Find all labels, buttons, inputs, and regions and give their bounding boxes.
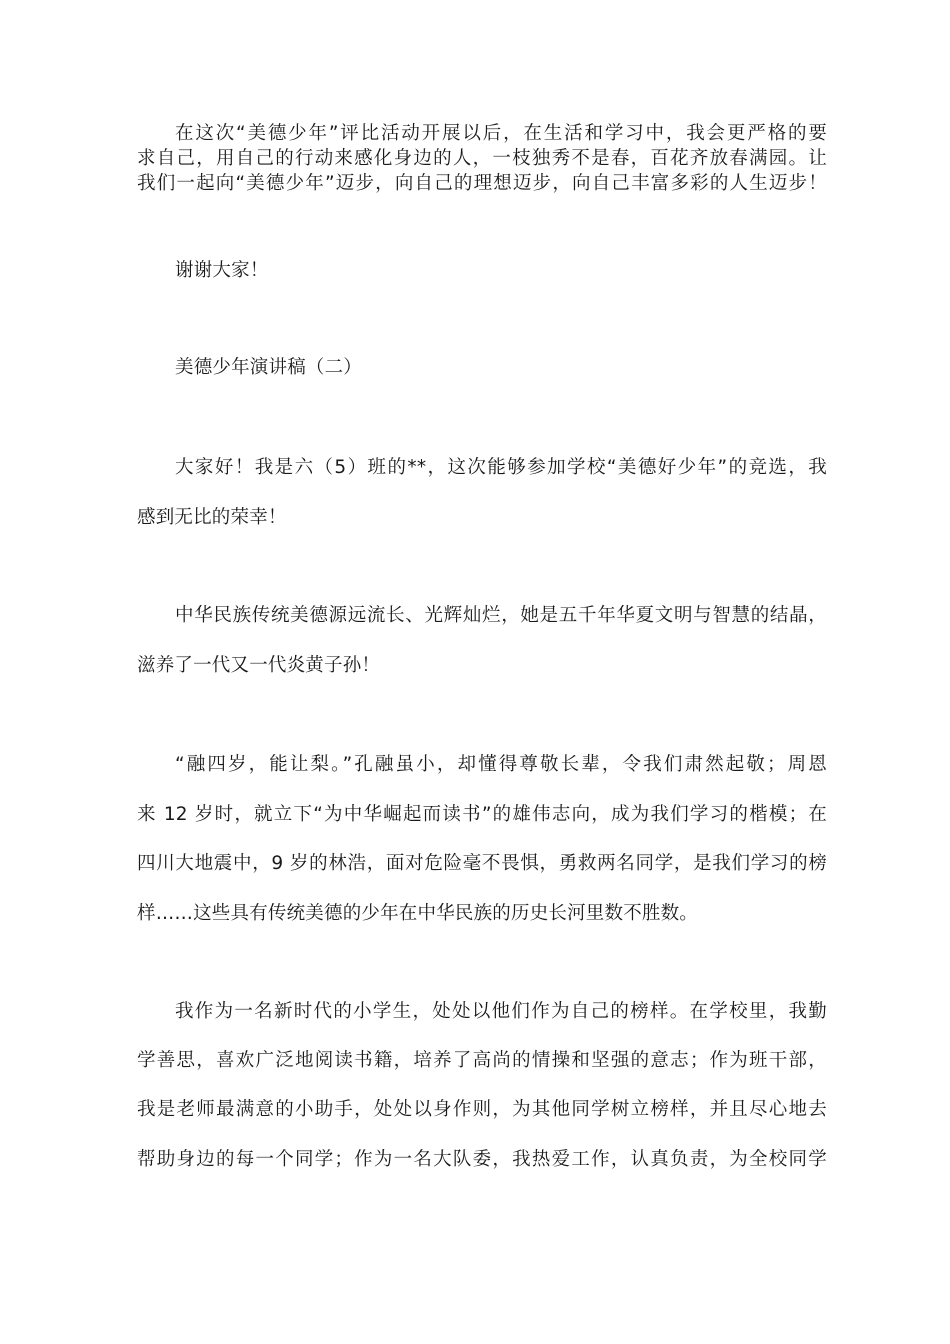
thanks-line: 谢谢大家！ bbox=[175, 260, 269, 281]
paragraph-4-line-4: 样……这些具有传统美德的少年在中华民族的历史长河里数不胜数。 bbox=[137, 903, 699, 924]
paragraph-5-line-3: 我是老师最满意的小助手，处处以身作则，为其他同学树立榜样，并且尽心地去 bbox=[137, 1099, 827, 1120]
paragraph-3-line-1: 中华民族传统美德源远流长、光辉灿烂，她是五千年华夏文明与智慧的结晶， bbox=[175, 605, 827, 626]
paragraph-5-line-4: 帮助身边的每一个同学；作为一名大队委，我热爱工作，认真负责，为全校同学 bbox=[137, 1149, 827, 1170]
paragraph-3-line-2: 滋养了一代又一代炎黄子孙！ bbox=[137, 655, 381, 676]
paragraph-4-line-1: “融四岁，能让梨。”孔融虽小，却懂得尊敬长辈，令我们肃然起敬；周恩 bbox=[175, 754, 827, 775]
paragraph-4-line-2: 来 12 岁时，就立下“为中华崛起而读书”的雄伟志向，成为我们学习的楷模；在 bbox=[137, 804, 827, 825]
paragraph-2-line-1: 大家好！我是六（5）班的**，这次能够参加学校“美德好少年”的竞选，我 bbox=[175, 457, 827, 478]
paragraph-4-line-3: 四川大地震中，9 岁的林浩，面对危险毫不畏惧，勇救两名同学，是我们学习的榜 bbox=[137, 853, 827, 874]
paragraph-2-line-2: 感到无比的荣幸！ bbox=[137, 507, 287, 528]
paragraph-1-line-1: 在这次“美德少年”评比活动开展以后，在生活和学习中，我会更严格的要 bbox=[175, 123, 827, 144]
paragraph-5-line-1: 我作为一名新时代的小学生，处处以他们作为自己的榜样。在学校里，我勤 bbox=[175, 1001, 827, 1022]
section-title: 美德少年演讲稿（二） bbox=[175, 357, 363, 378]
paragraph-1-line-3: 我们一起向“美德少年”迈步，向自己的理想迈步，向自己丰富多彩的人生迈步！ bbox=[137, 173, 827, 194]
paragraph-1-line-2: 求自己，用自己的行动来感化身边的人，一枝独秀不是春，百花齐放春满园。让 bbox=[137, 148, 827, 169]
paragraph-5-line-2: 学善思，喜欢广泛地阅读书籍，培养了高尚的情操和坚强的意志；作为班干部， bbox=[137, 1050, 827, 1071]
